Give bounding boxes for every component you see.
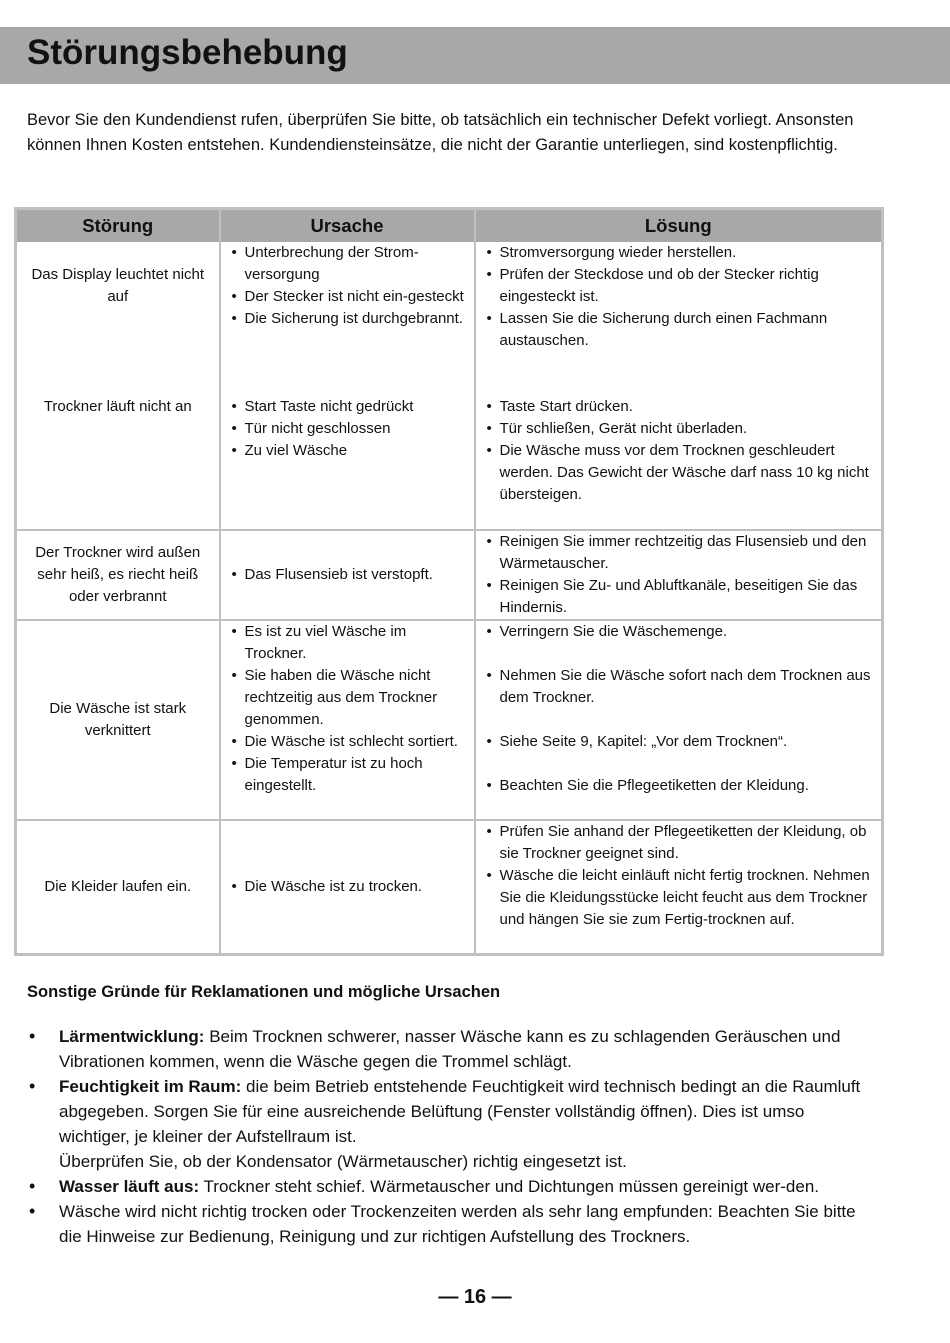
cause-item: • Tür nicht geschlossen [231,418,468,440]
item-label: Feuchtigkeit im Raum: [59,1077,242,1096]
solution-item: • Wäsche die leicht einläuft nicht fertig trocknen. Nehmen Sie die Kleidungsstücke leicht feucht aus dem Trockner und hängen Sie sie zum Fertig-trocknen auf. [486,865,876,931]
solution-item: • Die Wäsche muss vor dem Trocknen geschleudert werden. Das Gewicht der Wäsche darf nass 10 kg nicht übersteigen. [486,440,876,506]
header-loesung: Lösung [475,209,883,243]
symptom-text: Die Kleider laufen ein. [44,877,192,895]
symptom-text: Der Trockner wird außen sehr heiß, es riecht heiß oder verbrannt [35,544,201,605]
cause-item: • Die Wäsche ist zu trocken. [231,876,468,898]
solution-item: • Reinigen Sie Zu- und Abluftkanäle, beseitigen Sie das Hindernis. [486,575,876,619]
table-row [16,242,883,396]
solution-item: • Prüfen der Steckdose und ob der Stecker richtig eingesteckt ist. [486,264,876,308]
item-text: die beim Betrieb entstehende Feuchtigkeit wird technisch bedingt an die Raumluft abgegeben. Sorgen Sie für eine ausreichende Belüftung (Fenster vollständig öffnen). Dies ist umso wichtiger, je kleiner der Aufstellraum ist. [59,1077,861,1146]
list-item [27,1074,872,1174]
symptom-text: Die Wäsche ist stark verknittert [49,700,187,739]
solution-cell [475,530,883,620]
cause-item: • Die Temperatur ist zu hoch eingestellt. [231,753,468,797]
solution-cell [475,820,883,954]
table-row [16,396,883,530]
symptom-cell [16,620,220,820]
item-label: Wasser läuft aus: [59,1177,200,1196]
cause-cell [220,620,475,820]
other-reasons-list [27,1024,872,1249]
cause-item: • Zu viel Wäsche [231,440,468,462]
solution-cell [475,396,883,530]
title-bar [0,27,950,84]
solution-cell [475,242,883,396]
symptom-cell [16,242,220,396]
header-ursache: Ursache [220,209,475,243]
table-row [16,620,883,820]
cause-item: • Die Wäsche ist schlecht sortiert. [231,731,468,753]
list-item [27,1199,872,1249]
symptom-cell [16,820,220,954]
list-item [27,1024,872,1074]
cause-item: • Es ist zu viel Wäsche im Trockner. [231,621,468,665]
item-text-extra: Überprüfen Sie, ob der Kondensator (Wärmetauscher) richtig eingesetzt ist. [59,1152,627,1171]
cause-item: • Unterbrechung der Strom-versorgung [231,242,468,286]
page-number: — 16 — [438,1286,512,1308]
cause-item: • Der Stecker ist nicht ein-gesteckt [231,286,468,308]
solution-item: • Tür schließen, Gerät nicht überladen. [486,418,876,440]
cause-cell [220,820,475,954]
page-title: Störungsbehebung [27,33,348,72]
solution-cell [475,620,883,820]
cause-item: • Sie haben die Wäsche nicht rechtzeitig aus dem Trockner genommen. [231,665,468,731]
item-label: Lärmentwicklung: [59,1027,205,1046]
cause-cell [220,242,475,396]
solution-item: • Siehe Seite 9, Kapitel: „Vor dem Trocknen“. [486,731,876,753]
item-text: Beim Trocknen schwerer, nasser Wäsche kann es zu schlagenden Geräuschen und Vibrationen kommen, wenn die Wäsche gegen die Trommel schlägt. [59,1027,841,1071]
list-item [27,1174,872,1199]
cause-item: • Die Sicherung ist durchgebrannt. [231,308,468,330]
intro-paragraph: Bevor Sie den Kundendienst rufen, überprüfen Sie bitte, ob tatsächlich ein technischer Defekt vorliegt. Ansonsten können Ihnen Kosten entstehen. Kundendiensteinsätze, die nicht der Garantie unterliegen, sind kostenpflichtig. [27,111,854,154]
solution-item: • Nehmen Sie die Wäsche sofort nach dem Trocknen aus dem Trockner. [486,665,876,709]
item-text: Trockner steht schief. Wärmetauscher und Dichtungen müssen gereinigt wer-den. [199,1177,819,1196]
item-text: Wäsche wird nicht richtig trocken oder Trockenzeiten werden als sehr lang empfunden: Beachten Sie bitte die Hinweise zur Bedienung, Reinigung und zur richtigen Aufstellung des Trockners. [59,1202,856,1246]
table-row [16,530,883,620]
solution-item: • Beachten Sie die Pflegeetiketten der Kleidung. [486,775,876,797]
symptom-cell [16,530,220,620]
solution-item: • Taste Start drücken. [486,396,876,418]
symptom-text: Trockner läuft nicht an [43,398,192,415]
solution-item: • Reinigen Sie immer rechtzeitig das Flusensieb und den Wärmetauscher. [486,531,876,575]
symptom-cell [16,396,220,530]
cause-cell [220,396,475,530]
solution-item: • Stromversorgung wieder herstellen. [486,242,876,264]
troubleshooting-table [14,207,884,956]
other-reasons-heading: Sonstige Gründe für Reklamationen und mögliche Ursachen [27,983,501,1001]
symptom-text: Das Display leuchtet nicht auf [31,266,205,305]
solution-item: • Lassen Sie die Sicherung durch einen Fachmann austauschen. [486,308,876,352]
cause-cell [220,530,475,620]
cause-item: • Start Taste nicht gedrückt [231,396,468,418]
solution-item: • Prüfen Sie anhand der Pflegeetiketten der Kleidung, ob sie Trockner geeignet sind. [486,821,876,865]
header-stoerung: Störung [16,209,220,243]
table-row [16,820,883,954]
solution-item: • Verringern Sie die Wäschemenge. [486,621,876,643]
cause-item: • Das Flusensieb ist verstopft. [231,564,468,586]
